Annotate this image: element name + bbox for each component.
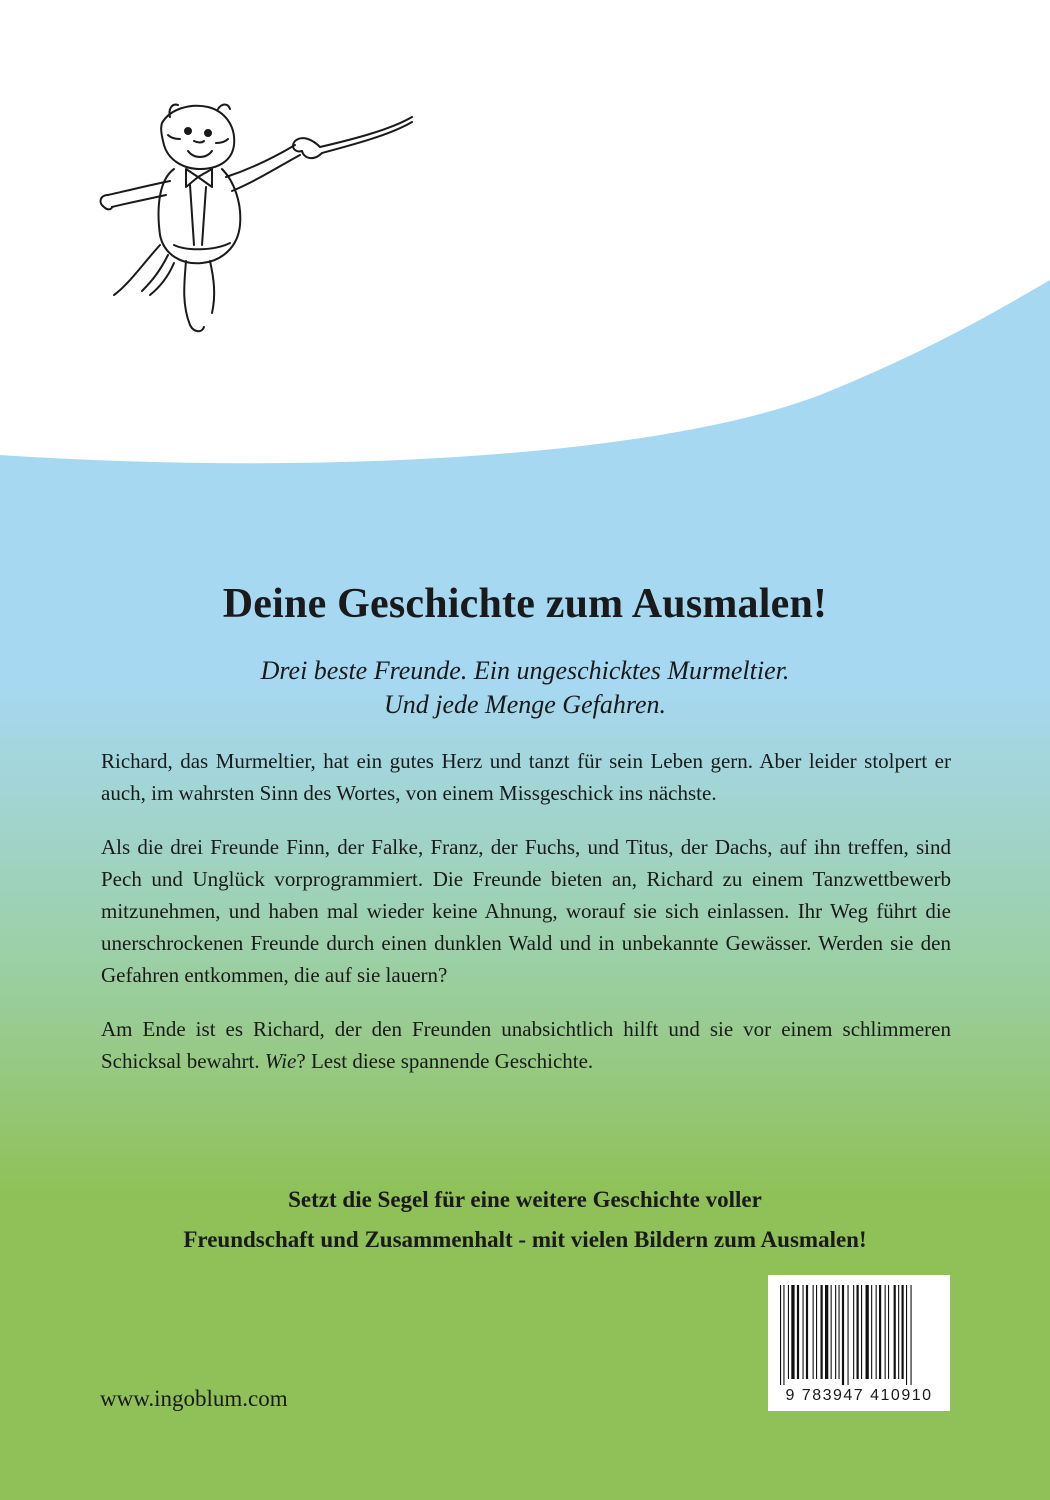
barcode-bars: [778, 1285, 940, 1385]
barcode-bar: [803, 1285, 804, 1379]
cover-title: Deine Geschichte zum Ausmalen!: [222, 581, 828, 627]
barcode-bar: [788, 1285, 789, 1379]
tagline-line-1: Drei beste Freunde. Ein ungeschicktes Murmeltier.: [260, 656, 790, 685]
website-link[interactable]: www.ingoblum.com: [100, 1386, 288, 1411]
blurb-paragraph-2: Als die drei Freunde Finn, der Falke, Franz, der Fuchs, und Titus, der Dachs, auf ihn treffen, sind Pech und Unglück vorprogrammiert. Die Freunde bieten an, Richard zu einem Tanzwettbewerb mitzunehmen, und haben mal wieder keine Ahnung, worauf sie sich einlassen. Ihr Weg führt die unerschrockenen Freunde durch einen dunklen Wald und in unbekannte Gewässer. Werden sie den Gefahren entkommen, die auf sie lauern?: [101, 835, 951, 987]
callout-line-2: Freundschaft und Zusammenhalt - mit vielen Bildern zum Ausmalen!: [183, 1227, 867, 1252]
barcode-bar: [797, 1285, 799, 1379]
barcode-bar: [888, 1285, 889, 1379]
barcode-bar: [842, 1285, 844, 1385]
barcode-bar: [831, 1285, 832, 1379]
barcode-bar: [861, 1285, 862, 1379]
barcode-bar: [783, 1285, 784, 1385]
callout-line-1: Setzt die Segel für eine weitere Geschichte voller: [288, 1187, 762, 1212]
barcode-bar: [835, 1285, 836, 1379]
barcode-number: 9 783947 410910: [785, 1387, 933, 1404]
barcode-bar: [848, 1285, 849, 1385]
tagline-line-2: Und jede Menge Gefahren.: [383, 690, 667, 719]
barcode-bar: [866, 1285, 869, 1379]
barcode-bar: [902, 1285, 904, 1379]
marmot-dancing-with-cane-icon: [90, 95, 420, 345]
barcode-bar: [906, 1285, 907, 1385]
blurb-paragraph-3-emphasis: Wie: [264, 1049, 297, 1073]
barcode-bar: [825, 1285, 828, 1379]
barcode-bar: [857, 1285, 859, 1379]
barcode-bar: [821, 1285, 823, 1379]
blurb: [101, 745, 951, 1099]
barcode-bar: [780, 1285, 781, 1385]
blurb-paragraph-3-end: ? Lest diese spannende Geschichte.: [296, 1049, 594, 1073]
barcode-bar: [806, 1285, 808, 1379]
barcode-bar: [879, 1285, 881, 1379]
barcode-bar: [894, 1285, 896, 1379]
isbn-barcode: [768, 1275, 950, 1411]
blurb-paragraph-3: [101, 1013, 951, 1077]
blurb-paragraph-3-start: Am Ende ist es Richard, der den Freunden unabsichtlich hilft und sie vor einem schlimmeren Schicksal bewahrt.: [101, 1017, 951, 1073]
barcode-bar: [885, 1285, 886, 1379]
barcode-bar: [813, 1285, 814, 1379]
barcode-bar: [791, 1285, 794, 1379]
barcode-bar: [876, 1285, 877, 1379]
barcode-bar: [871, 1285, 872, 1379]
barcode-bar: [911, 1285, 912, 1385]
tagline: [0, 654, 1050, 722]
barcode-bar: [853, 1285, 854, 1379]
callout: [0, 1180, 1050, 1260]
barcode-bar: [839, 1285, 840, 1379]
barcode-bar: [816, 1285, 817, 1379]
barcode-bar: [898, 1285, 899, 1379]
blurb-paragraph-1: Richard, das Murmeltier, hat ein gutes Herz und tanzt für sein Leben gern. Aber leider stolpert er auch, im wahrsten Sinn des Wortes, von einem Missgeschick ins nächste.: [101, 749, 951, 805]
